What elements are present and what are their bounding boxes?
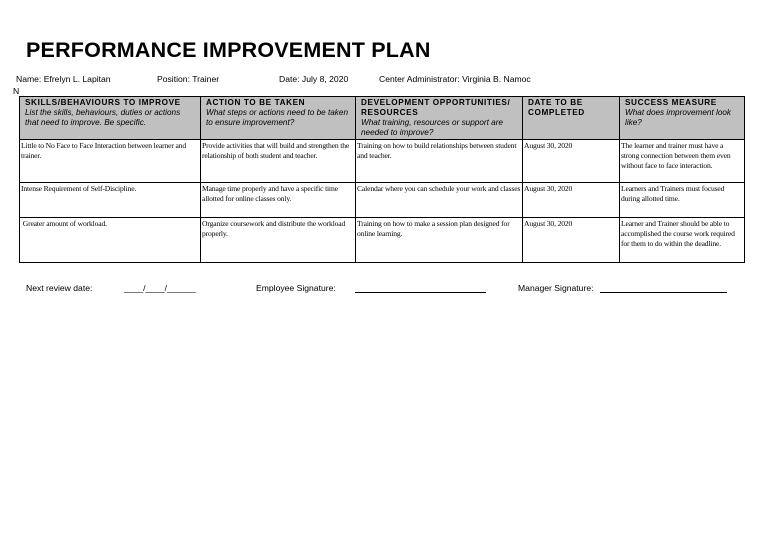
employee-name: Name: Efrelyn L. Lapitan (16, 74, 111, 84)
header-title: DATE TO BE COMPLETED (528, 98, 585, 117)
employee-position: Position: Trainer (157, 74, 220, 84)
table-row (20, 218, 745, 263)
table-cell: August 30, 2020 (523, 140, 620, 183)
stray-character: N (13, 86, 20, 96)
employee-signature-line[interactable] (355, 283, 486, 293)
table-cell: Training on how to build relationships between student and teacher. (356, 140, 523, 183)
header-title: ACTION TO BE TAKEN (206, 98, 306, 107)
header-title: SKILLS/BEHAVIOURS TO IMPROVE (25, 98, 181, 107)
table-cell: Intense Requirement of Self-Discipline. (20, 183, 201, 218)
table-cell: Learners and Trainers must focused during allotted time. (620, 183, 745, 218)
table-cell: The learner and trainer must have a strong connection between them even without face to face interaction. (620, 140, 745, 183)
table-cell: Provide activities that will build and strengthen the relationship of both student and teacher. (201, 140, 356, 183)
header-subtitle: What training, resources or support are needed to improve? (361, 118, 503, 137)
table-cell: Greater amount of workload. (20, 218, 201, 263)
header-subtitle: What steps or actions need to be taken to ensure improvement? (206, 108, 349, 127)
header-title: DEVELOPMENT OPPORTUNITIES/ RESOURCES (361, 98, 511, 117)
header-action (201, 97, 356, 140)
next-review-date-label: Next review date: (26, 283, 93, 293)
header-title: SUCCESS MEASURE (625, 98, 717, 107)
manager-signature-line[interactable] (600, 283, 727, 293)
table-cell: Training on how to make a session plan designed for online learning. (356, 218, 523, 263)
table-cell: August 30, 2020 (523, 183, 620, 218)
plan-date: Date: July 8, 2020 (279, 74, 349, 84)
table-row (20, 140, 745, 183)
table-cell: Little to No Face to Face Interaction between learner and trainer. (20, 140, 201, 183)
table-header-row (20, 97, 745, 140)
employee-signature-label: Employee Signature: (256, 283, 336, 293)
header-success (620, 97, 745, 140)
improvement-plan-table (19, 96, 745, 263)
header-date (523, 97, 620, 140)
manager-signature-label: Manager Signature: (518, 283, 594, 293)
next-review-date-field[interactable]: ____/____/______ (124, 283, 196, 293)
table-row (20, 183, 745, 218)
table-cell: Manage time properly and have a specific time allotted for online classes only. (201, 183, 356, 218)
header-subtitle: List the skills, behaviours, duties or actions that need to improve. Be specific. (25, 108, 181, 127)
table-cell: Organize coursework and distribute the workload properly. (201, 218, 356, 263)
header-subtitle: What does improvement look like? (625, 108, 732, 127)
header-skills (20, 97, 201, 140)
table-cell: Learner and Trainer should be able to accomplished the course work required for them to do within the deadline. (620, 218, 745, 263)
center-administrator: Center Administrator: Virginia B. Namoc (379, 74, 531, 84)
table-cell: August 30, 2020 (523, 218, 620, 263)
table-cell: Calendar where you can schedule your work and classes (356, 183, 523, 218)
page-title: PERFORMANCE IMPROVEMENT PLAN (26, 38, 431, 62)
header-development (356, 97, 523, 140)
